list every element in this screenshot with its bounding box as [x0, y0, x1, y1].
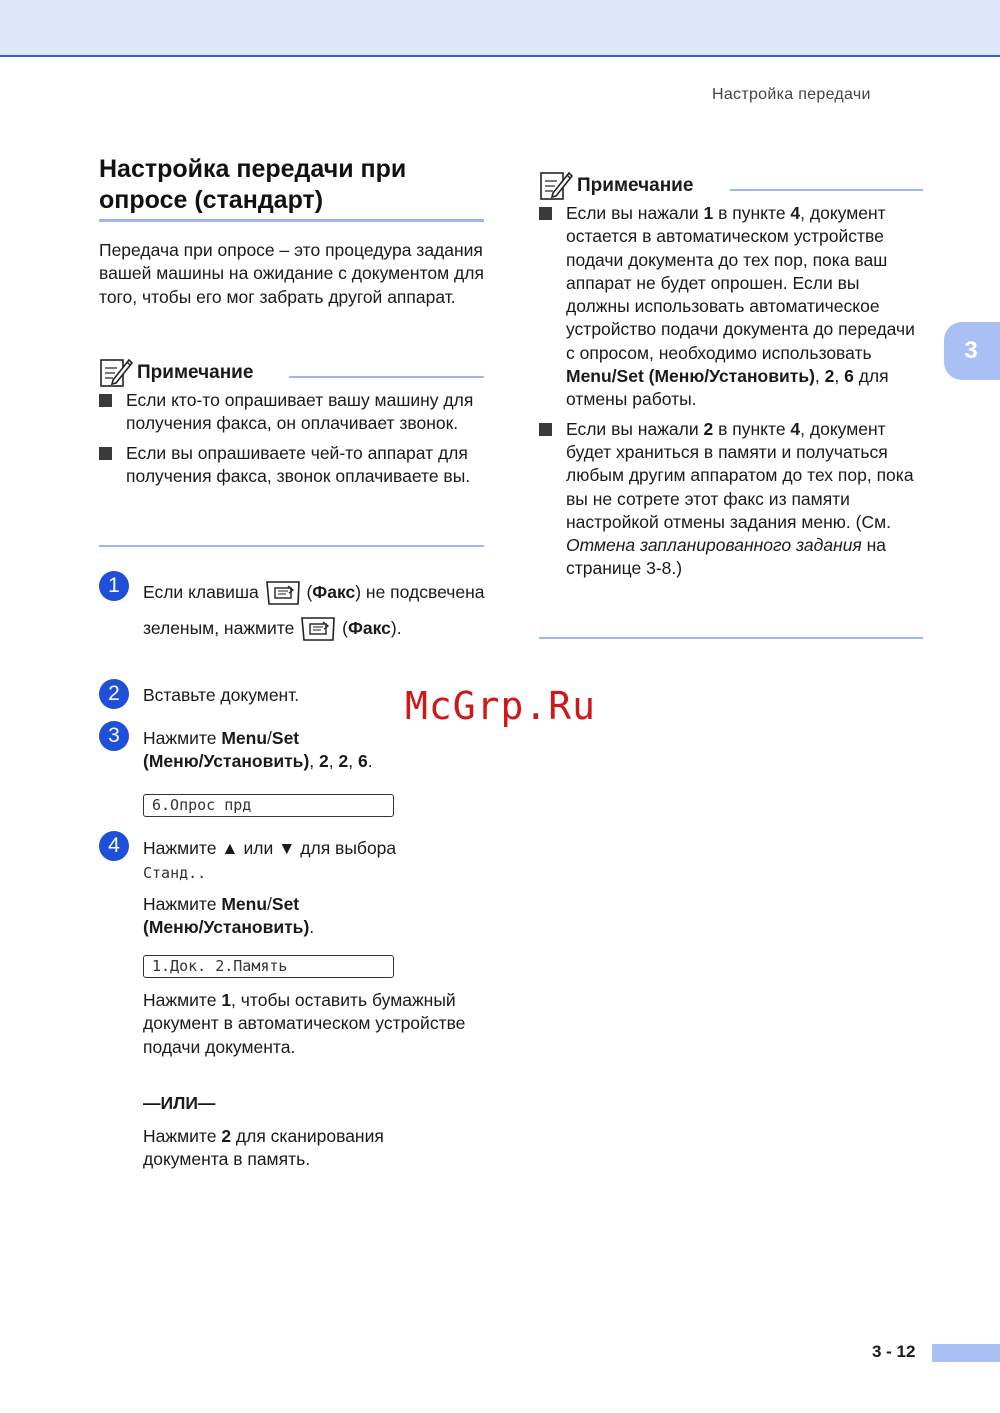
note-header-left [99, 356, 484, 388]
section-title: Настройка передачи при опросе (стандарт) [99, 155, 407, 214]
step-number-3: 3 [99, 721, 129, 751]
step-1-text: Если клавиша (Факс) не подсвечена зеленым, нажмите (Факс). [143, 574, 493, 646]
step-number-1: 1 [99, 571, 129, 601]
note-header-rule [289, 376, 484, 378]
note-title: Примечание [137, 362, 254, 383]
list-item: Если вы опрашиваете чей-то аппарат для получения факса, звонок оплачиваете вы. [99, 442, 484, 489]
bullet-square-icon [539, 423, 552, 436]
bullet-square-icon [99, 394, 112, 407]
fax-key-icon [264, 580, 302, 606]
step-number-4: 4 [99, 831, 129, 861]
note-pencil-icon [539, 169, 573, 201]
note-pencil-icon [99, 356, 133, 388]
bullet-square-icon [99, 447, 112, 460]
note-end-rule [99, 545, 484, 547]
bullet-square-icon [539, 207, 552, 220]
step-number-2: 2 [99, 679, 129, 709]
fax-key-icon [299, 616, 337, 642]
running-header: Настройка передачи [712, 86, 871, 103]
lcd-display-polling: 6.Опрос прд [143, 794, 394, 817]
step-4-select-text: Нажмите ▲ или ▼ для выбора [143, 838, 397, 858]
lcd-display-doc-memory: 1.Док. 2.Память [143, 955, 394, 978]
watermark: McGrp.Ru [405, 684, 597, 728]
cross-reference-link[interactable]: Отмена запланированного задания [566, 535, 862, 556]
title-underline [99, 219, 484, 222]
list-item: Если вы нажали 1 в пункте 4, документ остается в автоматическом устройстве подачи документа до тех пор, пока ваш аппарат не будет опрошен. Если вы должны использовать автоматическое устройство подачи документа до передачи с опросом, необходимо использовать Menu/Set (Меню/Установить), 2, 6 для отмены работы. [539, 202, 923, 412]
note-list-right [539, 202, 923, 587]
list-item: Если вы нажали 2 в пункте 4, документ будет храниться в памяти и получаться любым другим аппаратом до тех пор, пока вы не сотрете этот факс из памяти настройкой отмены задания меню. (См. Отмена запланированного задания на странице 3-8.) [539, 418, 923, 581]
note-end-rule [539, 637, 923, 639]
note-list-left [99, 389, 484, 494]
step-4-option-1-text: Нажмите 1, чтобы оставить бумажный документ в автоматическом устройстве подачи документа. [143, 990, 466, 1057]
step-2-text: Вставьте документ. [143, 685, 300, 705]
intro-paragraph: Передача при опросе – это процедура задания вашей машины на ожидание с документом для того, чтобы его мог забрать другой аппарат. [99, 240, 484, 307]
step-4-menu-text: Нажмите Menu/Set (Меню/Установить). [143, 894, 315, 938]
step-4-option: Станд.. [143, 864, 207, 882]
top-band [0, 0, 1000, 57]
list-item: Если кто-то опрашивает вашу машину для получения факса, он оплачивает звонок. [99, 389, 484, 436]
chapter-tab[interactable]: 3 [944, 322, 1000, 380]
or-separator: —ИЛИ— [143, 1093, 216, 1113]
step-3-text: Нажмите Menu/Set (Меню/Установить), 2, 2, 6. [143, 728, 373, 772]
note-title: Примечание [577, 175, 694, 196]
step-4-option-2-text: Нажмите 2 для сканирования документа в память. [143, 1126, 384, 1170]
note-header-right [539, 169, 923, 201]
note-header-rule [730, 189, 923, 191]
page-number: 3 - 12 [872, 1342, 916, 1361]
page-number-bar [932, 1344, 1000, 1362]
